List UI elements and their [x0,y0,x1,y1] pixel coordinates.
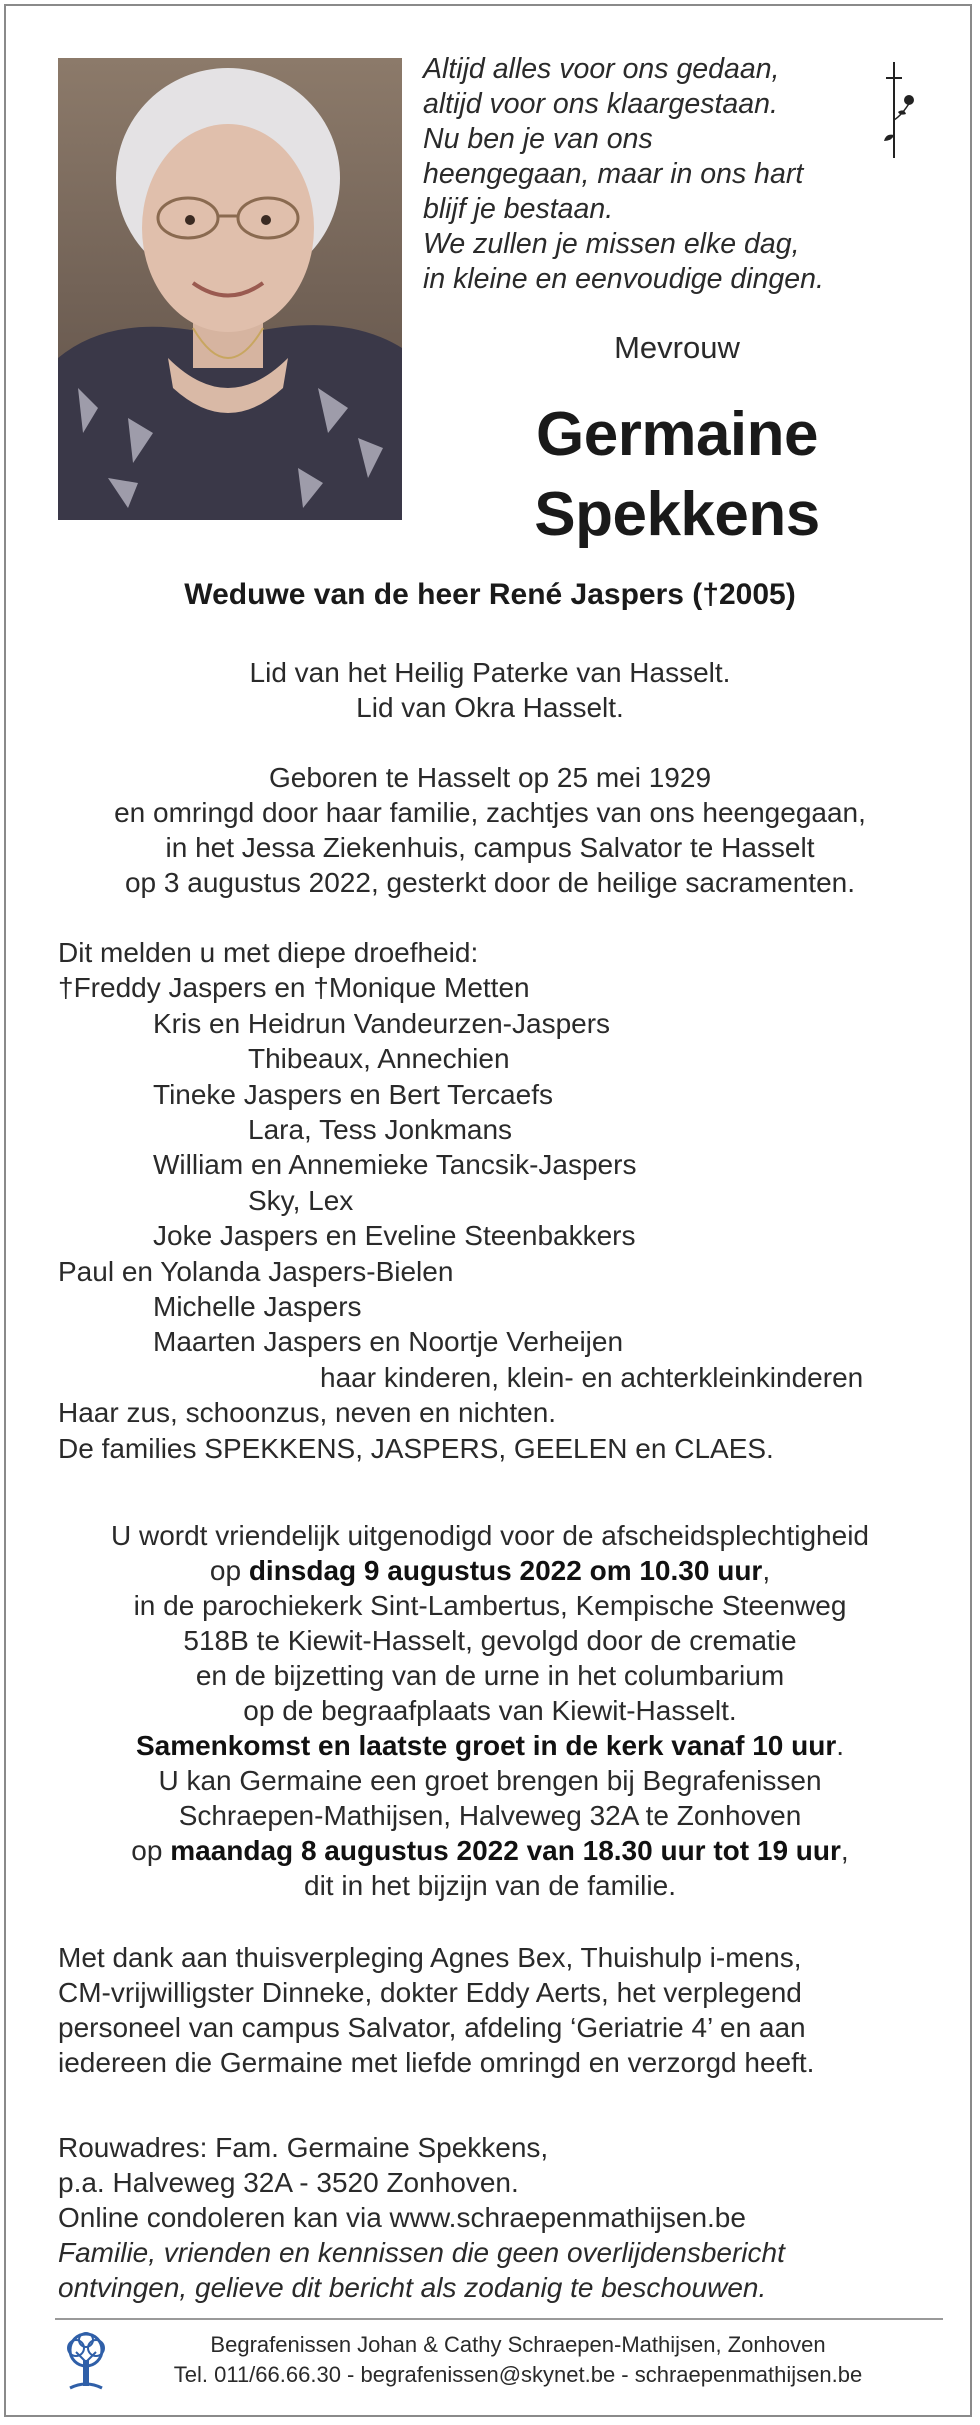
ceremony-line: 518B te Kiewit-Hasselt, gevolgd door de crematie [183,1625,797,1656]
poem [423,52,863,297]
family-line: †Freddy Jaspers en †Monique Metten [58,972,530,1004]
ceremony-line: in de parochiekerk Sint-Lambertus, Kempische Steenweg [133,1590,847,1621]
address-line: p.a. Halveweg 32A - 3520 Zonhoven. [58,2167,519,2198]
family-line: Joke Jaspers en Eveline Steenbakkers [153,1220,636,1252]
address-line: Rouwadres: Fam. Germaine Spekkens, [58,2132,549,2163]
family-line: De families SPEKKENS, JASPERS, GEELEN en CLAES. [58,1432,774,1464]
condolence-line[interactable]: Online condoleren kan via www.schraepenmathijsen.be [58,2202,746,2233]
birth-death-info [0,760,980,900]
deceased-name [423,395,931,555]
portrait-photo [58,58,402,520]
funeral-home-name: Begrafenissen Johan & Cathy Schraepen-Mathijsen, Zonhoven [210,2332,826,2357]
tree-logo-icon [60,2330,112,2392]
family-line: Kris en Heidrun Vandeurzen-Jaspers [153,1007,611,1039]
widow-line: Weduwe van de heer René Jaspers (†2005) [184,578,796,611]
thanks-line: iedereen die Germaine met liefde omringd en verzorgd heeft. [58,2047,815,2078]
ceremony-line: en de bijzetting van de urne in het columbarium [195,1660,785,1691]
poem-line: altijd voor ons klaargestaan. [423,88,778,120]
ceremony-line [0,1833,980,1868]
thanks-line: CM-vrijwilligster Dinneke, dokter Eddy Aerts, het verplegend [58,1977,802,2008]
ceremony-line: dit in het bijzijn van de familie. [304,1870,676,1901]
ceremony-line: U kan Germaine een groet brengen bij Begrafenissen [158,1765,822,1796]
info-line: Geboren te Hasselt op 25 mei 1929 [268,762,712,793]
ceremony-line: U wordt vriendelijk uitgenodigd voor de afscheidsplechtigheid [110,1520,869,1551]
thanks-line: Met dank aan thuisverpleging Agnes Bex, Thuishulp i-mens, [58,1942,802,1973]
memberships [0,655,980,725]
family-line: Haar zus, schoonzus, neven en nichten. [58,1397,557,1429]
ceremony-line [0,1553,980,1588]
info-line: in het Jessa Ziekenhuis, campus Salvator te Hasselt [165,832,815,863]
family-line: Tineke Jaspers en Bert Tercaefs [153,1078,553,1110]
poem-line: Altijd alles voor ons gedaan, [423,53,780,85]
footer [118,2330,918,2390]
family-line: Lara, Tess Jonkmans [248,1114,513,1146]
family-list [58,935,958,1466]
family-intro: Dit melden u met diepe droefheid: [58,937,479,968]
notice-line: ontvingen, gelieve dit bericht als zodanig te beschouwen. [58,2272,767,2303]
thanks-line: personeel van campus Salvator, afdeling ‘Geriatrie 4’ en aan [58,2012,806,2043]
membership-line: Lid van Okra Hasselt. [356,692,624,723]
membership-line: Lid van het Heilig Paterke van Hasselt. [249,657,731,688]
info-line: en omringd door haar familie, zachtjes van ons heengegaan, [114,797,866,828]
gathering-time: Samenkomst en laatste groet in de kerk vanaf 10 uur [135,1730,837,1761]
notice-line: Familie, vrienden en kennissen die geen overlijdensbericht [58,2237,785,2268]
poem-line: heengegaan, maar in ons hart [423,158,804,190]
ceremony-text: op [209,1555,249,1586]
thanks [58,1940,958,2080]
ceremony-line [0,1728,980,1763]
ceremony-text: op [131,1835,171,1866]
first-name: Germaine [535,400,819,469]
footer-divider [55,2318,943,2320]
family-line: Paul en Yolanda Jaspers-Bielen [58,1255,454,1287]
ceremony-info [0,1518,980,1903]
family-line: Thibeaux, Annechien [248,1043,510,1075]
honorific: Mevrouw [614,330,740,365]
ceremony-text: . [836,1730,845,1761]
family-line: Sky, Lex [248,1184,354,1216]
family-line: Maarten Jaspers en Noortje Verheijen [153,1326,624,1358]
funeral-home-contact[interactable]: Tel. 011/66.66.30 - begrafenissen@skynet.be - schraepenmathijsen.be [173,2362,863,2387]
poem-line: blijf je bestaan. [423,193,614,225]
family-line: Michelle Jaspers [153,1291,362,1323]
last-name: Spekkens [534,480,820,549]
poem-line: We zullen je missen elke dag, [423,228,800,260]
family-line: haar kinderen, klein- en achterkleinkinderen [320,1361,864,1393]
ceremony-line: Schraepen-Mathijsen, Halveweg 32A te Zonhoven [178,1800,802,1831]
cross-icon [880,60,916,160]
family-line: William en Annemieke Tancsik-Jaspers [153,1149,637,1181]
info-line: op 3 augustus 2022, gesterkt door de heilige sacramenten. [124,867,856,898]
ceremony-text: , [762,1555,771,1586]
visitation-time: maandag 8 augustus 2022 van 18.30 uur tot 19 uur [170,1835,841,1866]
ceremony-date: dinsdag 9 augustus 2022 om 10.30 uur [248,1555,763,1586]
poem-line: Nu ben je van ons [423,123,653,155]
poem-line: in kleine en eenvoudige dingen. [423,263,824,295]
ceremony-text: , [840,1835,849,1866]
address-block [58,2130,958,2305]
ceremony-line: op de begraafplaats van Kiewit-Hasselt. [243,1695,737,1726]
